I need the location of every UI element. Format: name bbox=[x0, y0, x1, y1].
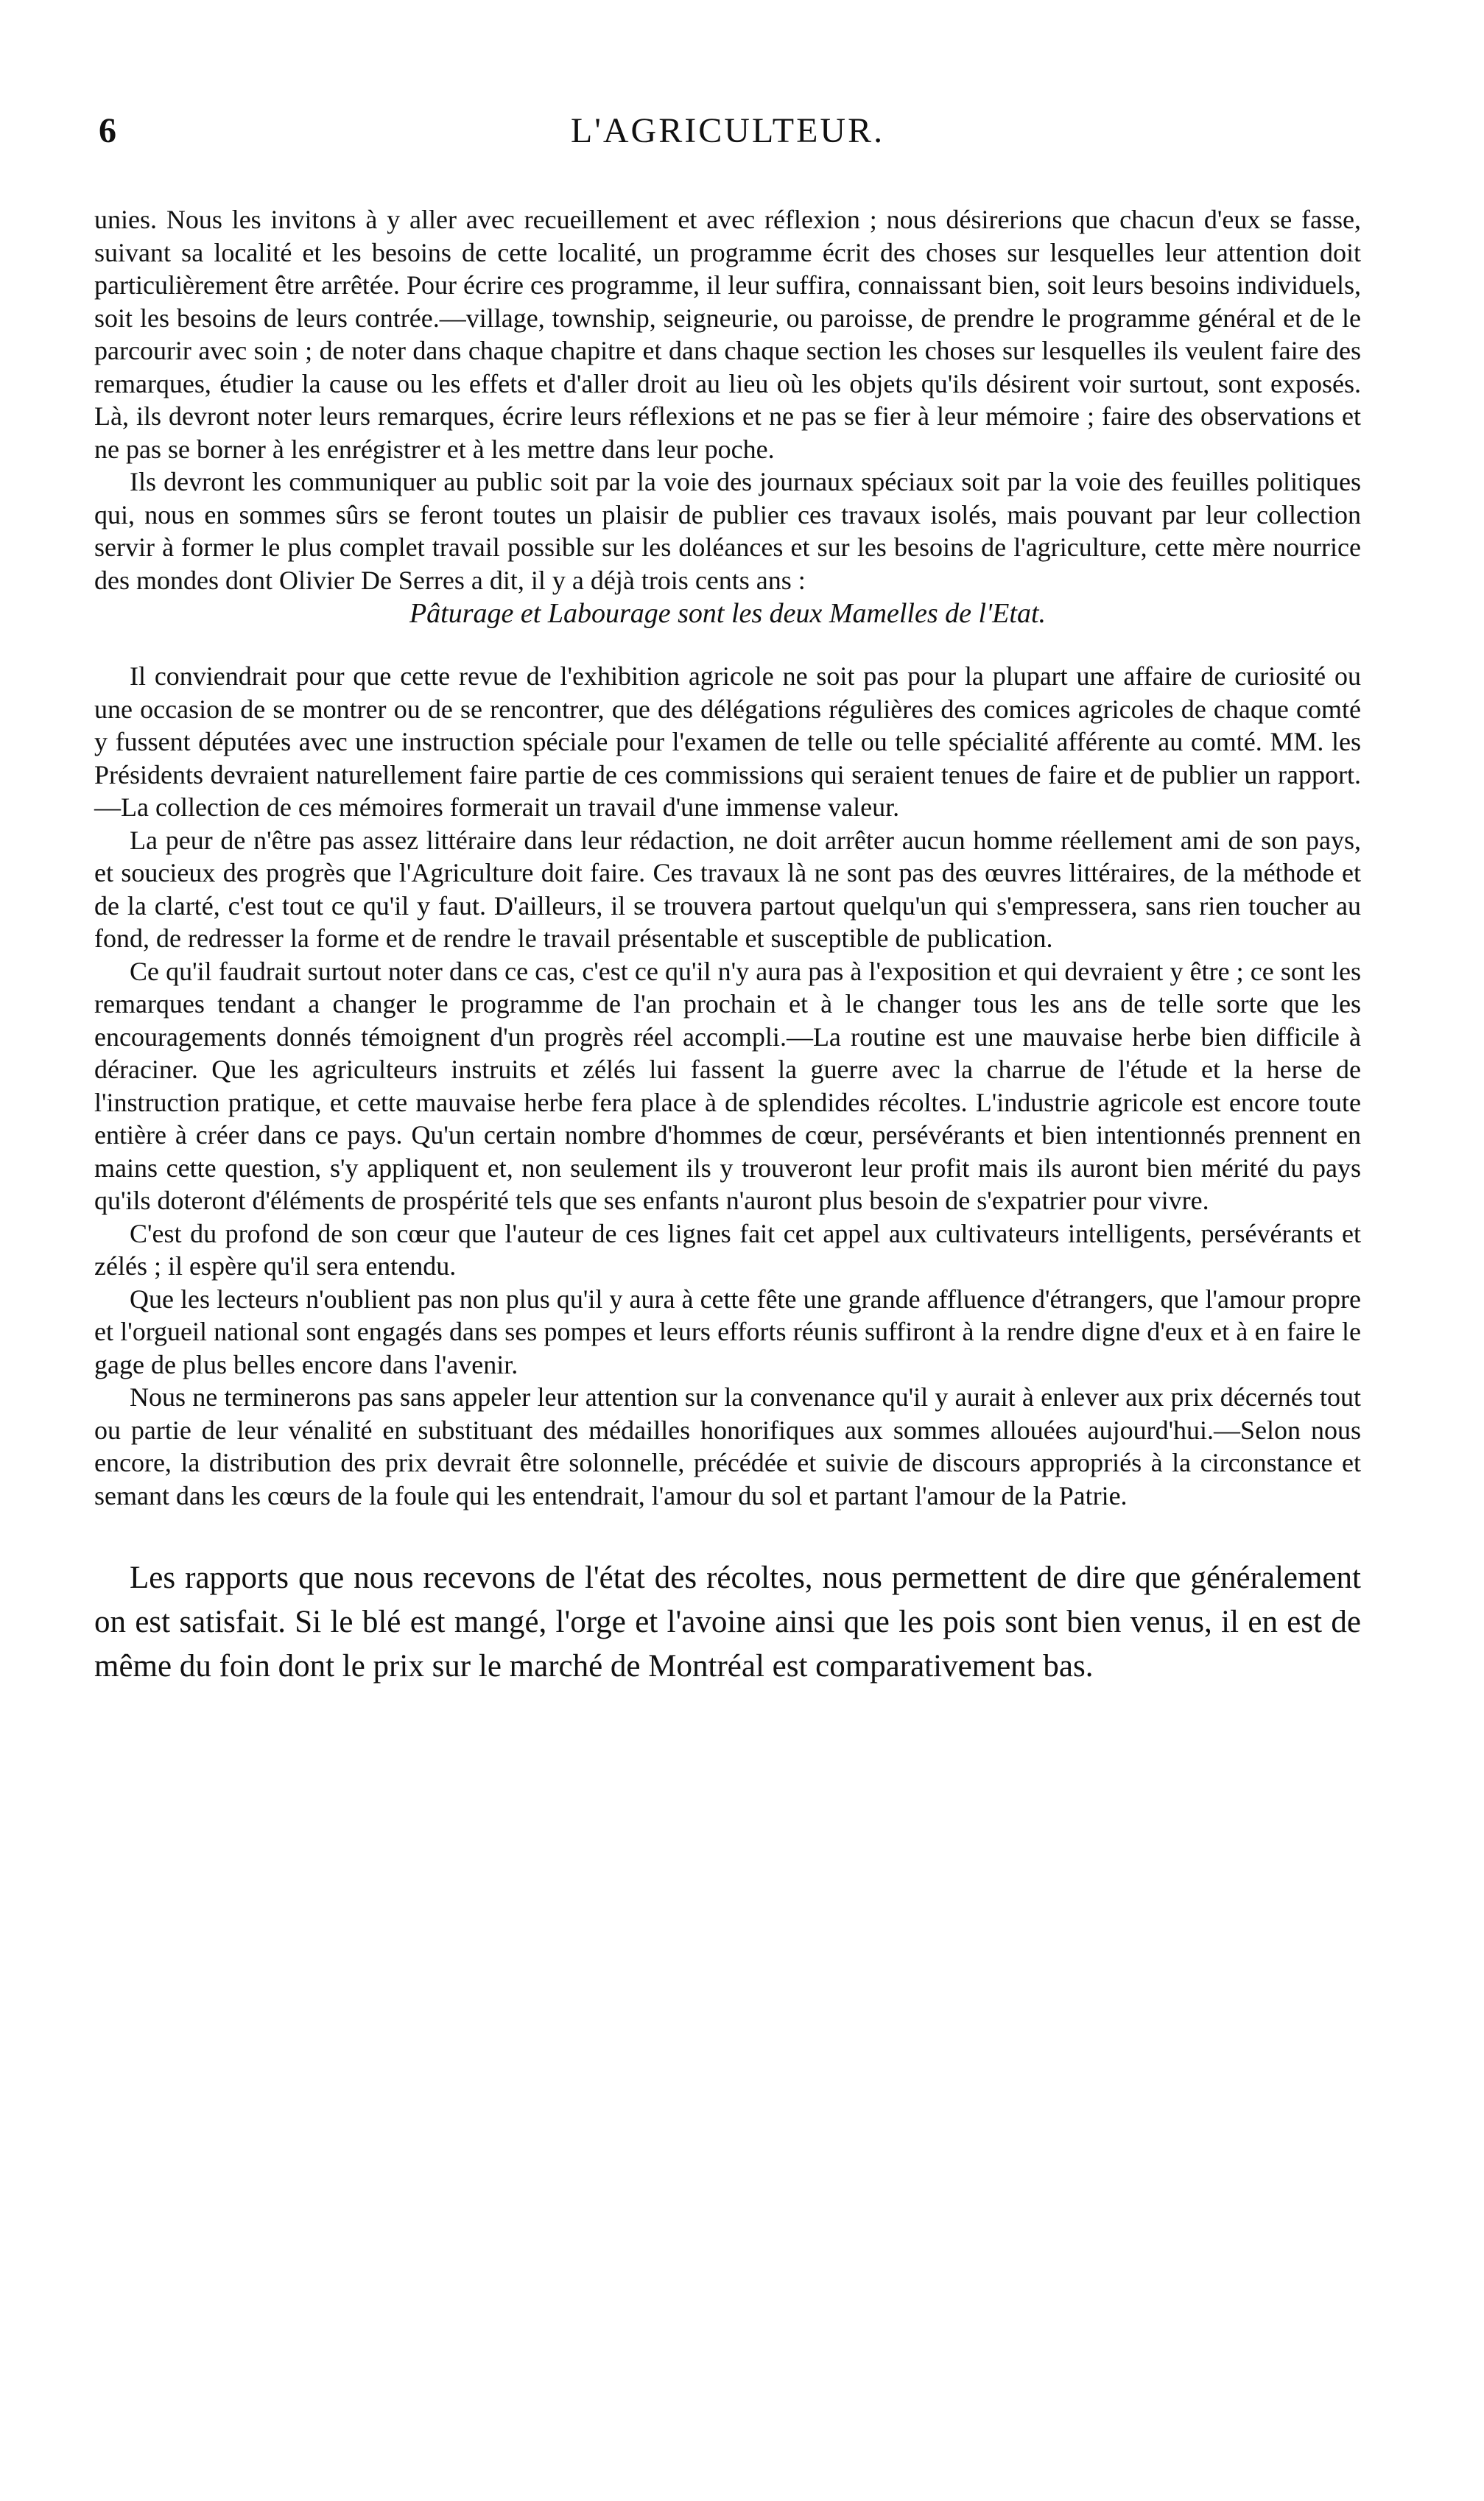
article-body bbox=[94, 203, 1361, 1512]
paragraph: La peur de n'être pas assez littéraire dans leur rédaction, ne doit arrêter aucun homme réellement ami de son pays, et soucieux des progrès que l'Agriculture doit faire. Ces travaux là ne sont pas des œuvres littéraires, de la méthode et de la clarté, c'est tout ce qu'il y faut. D'ailleurs, il se trouvera partout quelqu'un qui s'empressera, sans rien toucher au fond, de redresser la forme et de rendre le travail présentable et susceptible de publication. bbox=[94, 825, 1361, 953]
page-header bbox=[94, 110, 1361, 177]
closing-paragraph: Les rapports que nous recevons de l'état des récoltes, nous permettent de dire que généralement on est satisfait. Si le blé est mangé, l'orge et l'avoine ainsi que les pois sont bien venus, il en est de même du foin dont le prix sur le marché de Montréal est comparativement bas. bbox=[94, 1561, 1361, 1684]
quotation: Pâturage et Labourage sont les deux Mamelles de l'Etat. bbox=[409, 598, 1047, 629]
paragraph: Que les lecteurs n'oublient pas non plus qu'il y aura à cette fête une grande affluence d'étrangers, que l'amour propre et l'orgueil national sont engagés dans ses pompes et leurs efforts réunis suffiront à la rendre digne d'eux et à en faire le gage de plus belles encore dans l'avenir. bbox=[94, 1284, 1361, 1379]
paragraph: C'est du profond de son cœur que l'auteur de ces lignes fait cet appel aux cultivateurs intelligents, persévérants et zélés ; il espère qu'il sera entendu. bbox=[94, 1218, 1361, 1281]
paragraph: Nous ne terminerons pas sans appeler leur attention sur la convenance qu'il y aurait à enlever aux prix décernés tout ou partie de leur vénalité en substituant des médailles honorifiques aux sommes allouées aujourd'hui.—Selon nous encore, la distribution des prix devrait être solonnelle, précédée et suivie de discours appropriés à la circonstance et semant dans les cœurs de la foule qui les entendrait, l'amour du sol et partant l'amour de la Patrie. bbox=[94, 1382, 1361, 1510]
document-page bbox=[94, 110, 1361, 1689]
paragraph: unies. Nous les invitons à y aller avec recueillement et avec réflexion ; nous désirerions que chacun d'eux se fasse, suivant sa localité et les besoins de cette localité, un programme écrit des choses sur lesquelles leur attention doit particulièrement être arrêtée. Pour écrire ces programme, il leur suffira, connaissant bien, soit leurs besoins individuels, soit les besoins de leurs contrée.—village, township, seigneurie, ou paroisse, de prendre le programme général et de le parcourir avec soin ; de noter dans chaque chapitre et dans chaque section les choses sur lesquelles ils veulent faire des remarques, étudier la cause ou les effets et d'aller droit au lieu où les objets qu'ils désirent voir surtout, sont exposés. Là, ils devront noter leurs remarques, écrire leurs réflexions et ne pas se fier à leur mémoire ; faire des observations et ne pas se borner à les enrégistrer et à les mettre dans leur poche. bbox=[94, 205, 1361, 464]
page-number: 6 bbox=[99, 111, 116, 150]
paragraph: Ce qu'il faudrait surtout noter dans ce cas, c'est ce qu'il n'y aura pas à l'exposition et qui devraient y être ; ce sont les remarques tendant a changer le programme de l'an prochain et à le changer tous les ans de telle sorte que les encouragements donnés témoignent d'un progrès réel accompli.—La routine est une mauvaise herbe bien difficile à déraciner. Que les agriculteurs instruits et zélés lui fassent la guerre avec la charrue de l'étude et la herse de l'instruction pratique, et cette mauvaise herbe fera place à de splendides récoltes. L'industrie agricole est encore toute entière à créer dans ce pays. Qu'un certain nombre d'hommes de cœur, persévérants et bien intentionnés prennent en mains cette question, s'y appliquent et, non seulement ils y trouveront leur profit mais ils auront bien mérité du pays qu'ils doteront d'éléments de prospérité tels que ses enfants n'auront plus besoin de s'expatrier pour vivre. bbox=[94, 956, 1361, 1215]
running-title: L'AGRICULTEUR. bbox=[570, 111, 885, 150]
paragraph: Il conviendrait pour que cette revue de l'exhibition agricole ne soit pas pour la plupart une affaire de curiosité ou une occasion de se montrer ou de se rencontrer, que des délégations régulières des comices agricoles de chaque comté y fussent députées avec une instruction spéciale pour l'examen de telle ou telle spécialité afférente au comté. MM. les Présidents devraient naturellement faire partie de ces commissions qui seraient tenues de faire et de publier un rapport.—La collection de ces mémoires formerait un travail d'une immense valeur. bbox=[94, 661, 1361, 822]
paragraph: Ils devront les communiquer au public soit par la voie des journaux spéciaux soit par la voie des feuilles politiques qui, nous en sommes sûrs se feront toutes un plaisir de publier ces travaux isolés, mais pouvant par leur collection servir à former le plus complet travail possible sur les doléances et sur les besoins de l'agriculture, cette mère nourrice des mondes dont Olivier De Serres a dit, il y a déjà trois cents ans : bbox=[94, 467, 1361, 595]
